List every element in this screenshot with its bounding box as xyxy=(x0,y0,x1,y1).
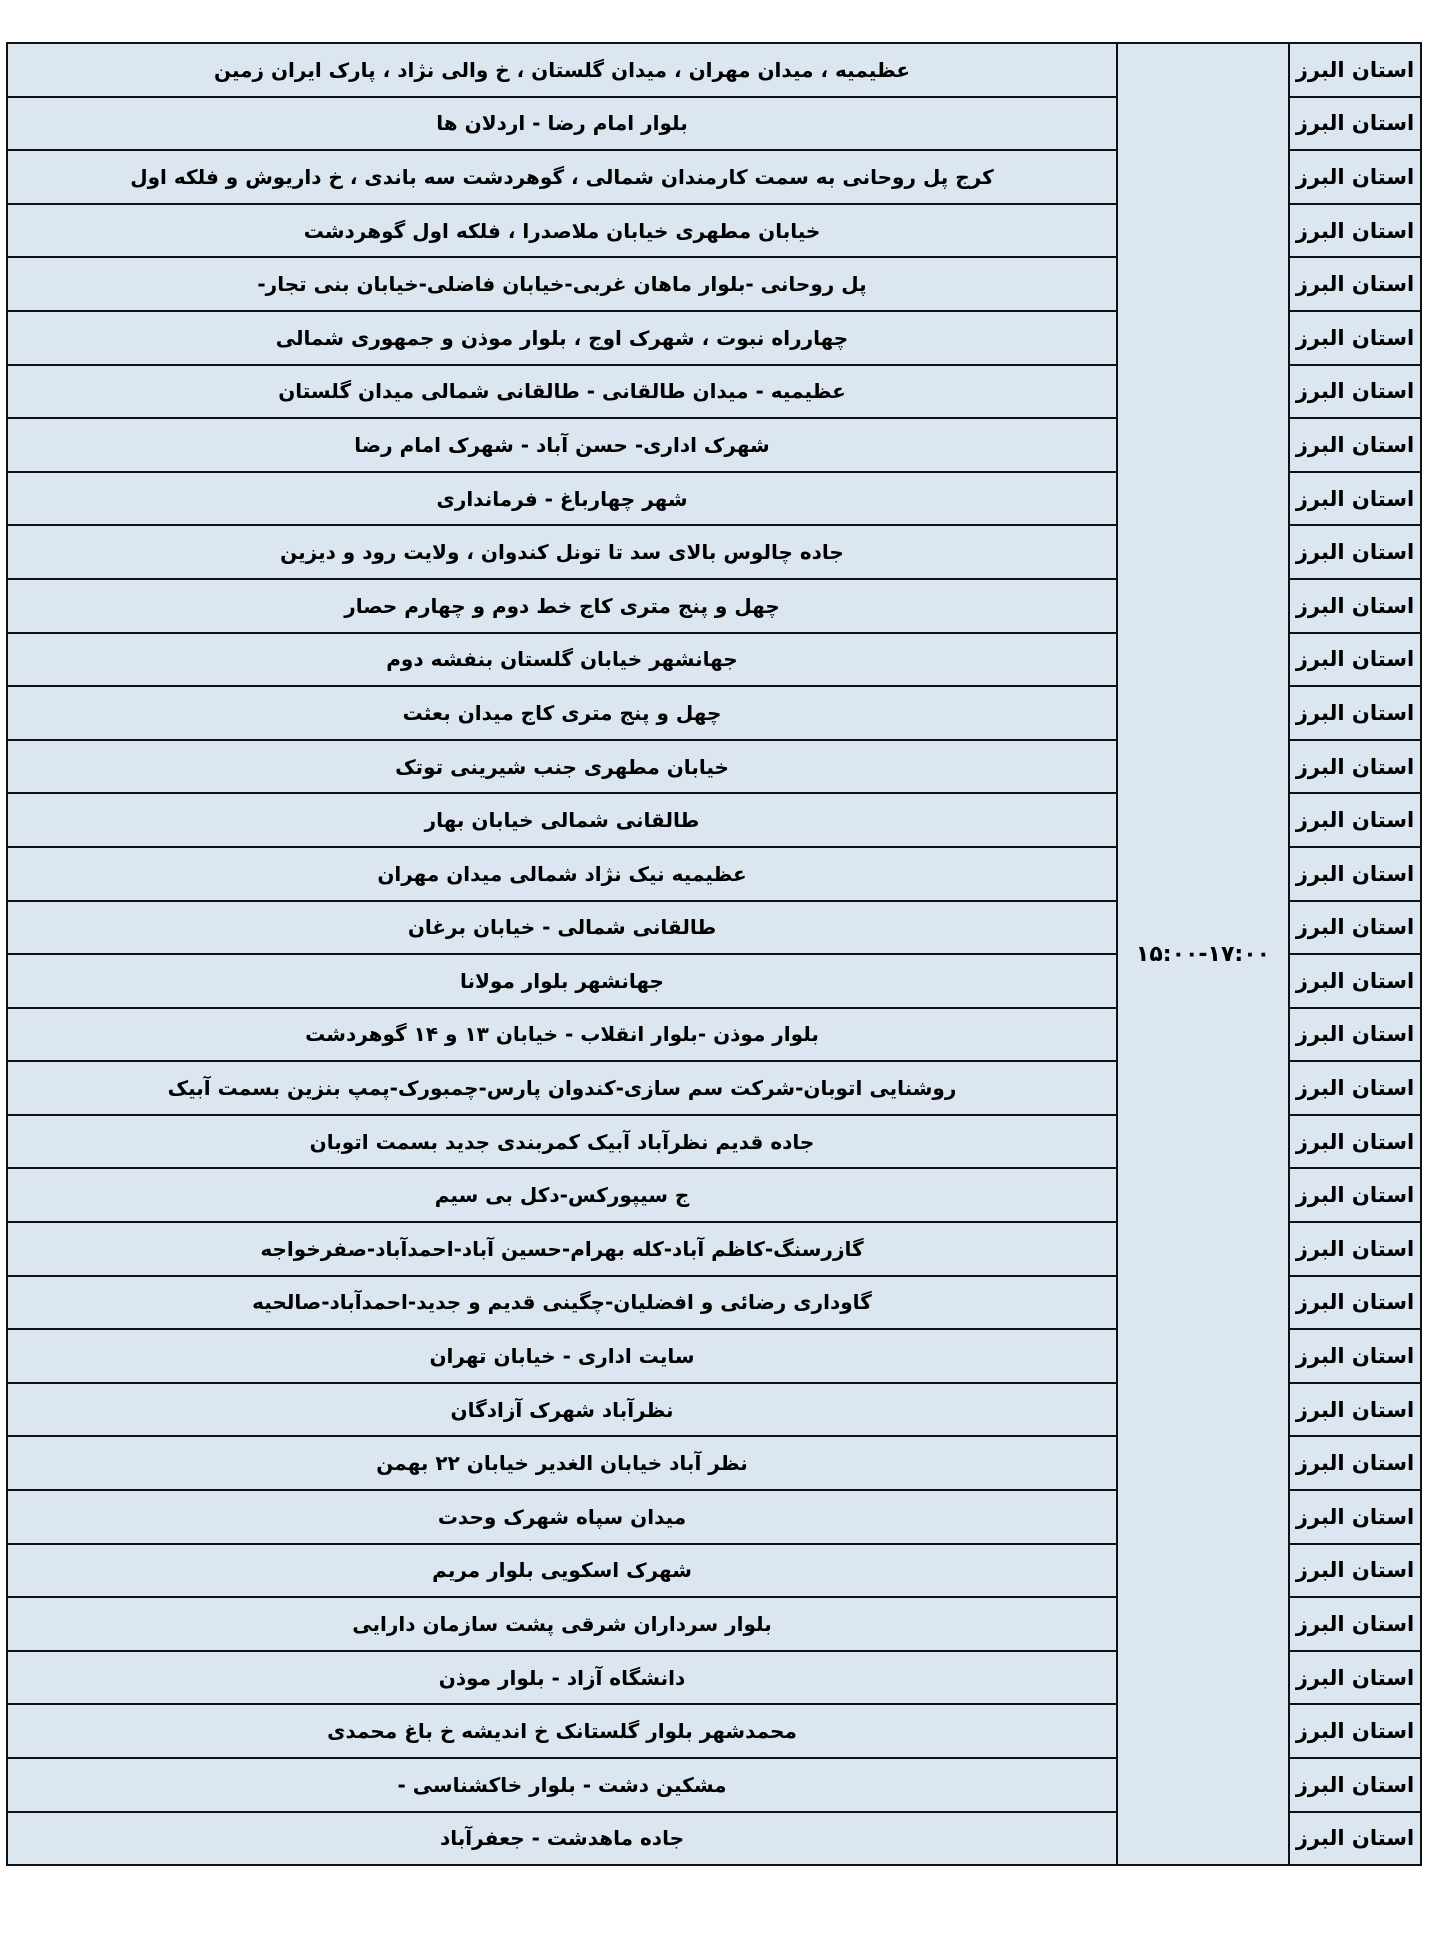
area-cell xyxy=(7,150,1117,204)
province-label: استان البرز xyxy=(1295,861,1415,886)
province-cell xyxy=(1289,633,1421,687)
area-cell xyxy=(7,1061,1117,1115)
province-cell xyxy=(1289,954,1421,1008)
time-range-cell xyxy=(1117,43,1289,1865)
province-cell xyxy=(1289,150,1421,204)
province-label: استان البرز xyxy=(1295,700,1415,725)
province-cell xyxy=(1289,1704,1421,1758)
area-label: سایت اداری - خیابان تهران xyxy=(429,1344,695,1369)
province-label: استان البرز xyxy=(1295,593,1415,618)
area-cell xyxy=(7,579,1117,633)
province-label: استان البرز xyxy=(1295,1612,1415,1637)
province-cell xyxy=(1289,365,1421,419)
province-label: استان البرز xyxy=(1295,968,1415,993)
province-cell xyxy=(1289,1436,1421,1490)
province-label: استان البرز xyxy=(1295,1022,1415,1047)
area-cell xyxy=(7,1008,1117,1062)
province-label: استان البرز xyxy=(1295,1558,1415,1583)
area-label: شهرک اداری- حسن آباد - شهرک امام رضا xyxy=(354,432,770,457)
area-label: بلوار موذن -بلوار انقلاب - خیابان ۱۳ و ۱۴ گوهردشت xyxy=(305,1022,819,1047)
area-label: عظیمیه ، میدان مهران ، میدان گلستان ، خ والی نژاد ، پارک ایران زمین xyxy=(213,57,911,82)
area-cell xyxy=(7,1597,1117,1651)
province-label: استان البرز xyxy=(1295,57,1415,82)
area-label: شهرک اسکویی بلوار مریم xyxy=(432,1558,692,1583)
province-cell xyxy=(1289,1168,1421,1222)
province-cell xyxy=(1289,525,1421,579)
outage-schedule-sheet xyxy=(10,42,1422,1932)
area-cell xyxy=(7,1704,1117,1758)
area-label: چهل و پنج متری کاج میدان بعثت xyxy=(402,700,722,725)
province-cell xyxy=(1289,1061,1421,1115)
province-cell xyxy=(1289,1276,1421,1330)
area-label: عظیمیه - میدان طالقانی - طالقانی شمالی میدان گلستان xyxy=(278,379,846,404)
area-cell xyxy=(7,793,1117,847)
area-cell xyxy=(7,1383,1117,1437)
province-cell xyxy=(1289,793,1421,847)
area-label: طالقانی شمالی - خیابان برغان xyxy=(407,915,717,940)
province-cell xyxy=(1289,257,1421,311)
area-label: روشنایی اتوبان-شرکت سم سازی-کندوان پارس-چمبورک-پمپ بنزین بسمت آبیک xyxy=(167,1076,957,1101)
province-cell xyxy=(1289,1758,1421,1812)
province-cell xyxy=(1289,43,1421,97)
province-cell xyxy=(1289,1008,1421,1062)
area-cell xyxy=(7,954,1117,1008)
province-cell xyxy=(1289,97,1421,151)
province-cell xyxy=(1289,204,1421,258)
province-cell xyxy=(1289,847,1421,901)
province-label: استان البرز xyxy=(1295,540,1415,565)
area-cell xyxy=(7,204,1117,258)
area-cell xyxy=(7,525,1117,579)
province-cell xyxy=(1289,1329,1421,1383)
area-label: نظر آباد خیابان الغدیر خیابان ۲۲ بهمن xyxy=(376,1451,748,1476)
province-label: استان البرز xyxy=(1295,272,1415,297)
area-label: گاوداری رضائی و افضلیان-چگینی قدیم و جدید-احمدآباد-صالحیه xyxy=(252,1290,872,1315)
area-label: چهارراه نبوت ، شهرک اوج ، بلوار موذن و جمهوری شمالی xyxy=(275,325,849,350)
province-label: استان البرز xyxy=(1295,1290,1415,1315)
area-cell xyxy=(7,1115,1117,1169)
area-cell xyxy=(7,1168,1117,1222)
area-cell xyxy=(7,633,1117,687)
province-label: استان البرز xyxy=(1295,647,1415,672)
area-label: ج سیپورکس-دکل بی سیم xyxy=(434,1183,690,1208)
province-cell xyxy=(1289,1544,1421,1598)
province-label: استان البرز xyxy=(1295,1236,1415,1261)
area-label: جهانشهر بلوار مولانا xyxy=(460,968,664,993)
province-label: استان البرز xyxy=(1295,379,1415,404)
province-cell xyxy=(1289,1222,1421,1276)
area-label: پل روحانی -بلوار ماهان غربی-خیابان فاضلی-خیابان بنی تجار- xyxy=(257,272,867,297)
province-label: استان البرز xyxy=(1295,754,1415,779)
province-cell xyxy=(1289,740,1421,794)
province-cell xyxy=(1289,1597,1421,1651)
province-label: استان البرز xyxy=(1295,432,1415,457)
area-cell xyxy=(7,418,1117,472)
province-label: استان البرز xyxy=(1295,808,1415,833)
area-label: خیابان مطهری خیابان ملاصدرا ، فلکه اول گوهردشت xyxy=(303,218,821,243)
province-label: استان البرز xyxy=(1295,486,1415,511)
area-cell xyxy=(7,257,1117,311)
area-cell xyxy=(7,1490,1117,1544)
area-cell xyxy=(7,686,1117,740)
area-label: جاده چالوس بالای سد تا تونل کندوان ، ولایت رود و دیزین xyxy=(280,540,844,565)
area-label: مشکین دشت - بلوار خاکشناسی - xyxy=(397,1772,727,1797)
province-cell xyxy=(1289,472,1421,526)
area-cell xyxy=(7,1651,1117,1705)
area-label: خیابان مطهری جنب شیرینی توتک xyxy=(395,754,729,779)
province-label: استان البرز xyxy=(1295,325,1415,350)
area-cell xyxy=(7,1812,1117,1866)
time-range-label: ۱۵:۰۰-۱۷:۰۰ xyxy=(1135,941,1271,967)
province-label: استان البرز xyxy=(1295,1076,1415,1101)
area-cell xyxy=(7,97,1117,151)
province-label: استان البرز xyxy=(1295,1719,1415,1744)
area-label: چهل و پنج متری کاج خط دوم و چهارم حصار xyxy=(344,593,780,618)
province-label: استان البرز xyxy=(1295,1665,1415,1690)
area-label: جهانشهر خیابان گلستان بنفشه دوم xyxy=(386,647,738,672)
area-cell xyxy=(7,365,1117,419)
province-label: استان البرز xyxy=(1295,164,1415,189)
area-label: نظرآباد شهرک آزادگان xyxy=(450,1397,674,1422)
province-cell xyxy=(1289,311,1421,365)
area-cell xyxy=(7,740,1117,794)
province-label: استان البرز xyxy=(1295,915,1415,940)
area-label: جاده ماهدشت - جعفرآباد xyxy=(439,1826,684,1851)
province-label: استان البرز xyxy=(1295,1772,1415,1797)
province-label: استان البرز xyxy=(1295,1183,1415,1208)
province-label: استان البرز xyxy=(1295,1451,1415,1476)
area-cell xyxy=(7,1758,1117,1812)
area-label: شهر چهارباغ - فرمانداری xyxy=(436,486,688,511)
area-cell xyxy=(7,472,1117,526)
area-cell xyxy=(7,311,1117,365)
area-label: گازرسنگ-کاظم آباد-کله بهرام-حسین آباد-احمدآباد-صفرخواجه xyxy=(260,1236,864,1261)
province-label: استان البرز xyxy=(1295,1129,1415,1154)
area-cell xyxy=(7,1544,1117,1598)
province-label: استان البرز xyxy=(1295,1826,1415,1851)
province-label: استان البرز xyxy=(1295,1397,1415,1422)
area-label: بلوار سرداران شرقی پشت سازمان دارایی xyxy=(352,1612,772,1637)
province-cell xyxy=(1289,901,1421,955)
province-label: استان البرز xyxy=(1295,1344,1415,1369)
province-cell xyxy=(1289,579,1421,633)
table-row xyxy=(7,43,1421,97)
area-cell xyxy=(7,1436,1117,1490)
province-cell xyxy=(1289,1115,1421,1169)
outage-schedule-table xyxy=(6,42,1422,1866)
province-cell xyxy=(1289,418,1421,472)
area-cell xyxy=(7,43,1117,97)
area-label: محمدشهر بلوار گلستانک خ اندیشه خ باغ محمدی xyxy=(327,1719,797,1744)
province-cell xyxy=(1289,1383,1421,1437)
province-cell xyxy=(1289,1812,1421,1866)
area-label: طالقانی شمالی خیابان بهار xyxy=(424,808,700,833)
province-cell xyxy=(1289,686,1421,740)
area-label: عظیمیه نیک نژاد شمالی میدان مهران xyxy=(377,861,747,886)
area-label: میدان سپاه شهرک وحدت xyxy=(437,1504,687,1529)
province-label: استان البرز xyxy=(1295,218,1415,243)
area-label: دانشگاه آزاد - بلوار موذن xyxy=(438,1665,686,1690)
area-label: کرج پل روحانی به سمت کارمندان شمالی ، گوهردشت سه باندی ، خ داریوش و فلکه اول xyxy=(130,164,994,189)
province-label: استان البرز xyxy=(1295,1504,1415,1529)
area-label: جاده قدیم نظرآباد آبیک کمربندی جدید بسمت اتوبان xyxy=(309,1129,815,1154)
area-cell xyxy=(7,847,1117,901)
outage-table-body xyxy=(7,43,1421,1865)
area-label: بلوار امام رضا - اردلان ها xyxy=(436,111,688,136)
area-cell xyxy=(7,1222,1117,1276)
province-cell xyxy=(1289,1490,1421,1544)
area-cell xyxy=(7,1276,1117,1330)
area-cell xyxy=(7,901,1117,955)
area-cell xyxy=(7,1329,1117,1383)
province-cell xyxy=(1289,1651,1421,1705)
province-label: استان البرز xyxy=(1295,111,1415,136)
